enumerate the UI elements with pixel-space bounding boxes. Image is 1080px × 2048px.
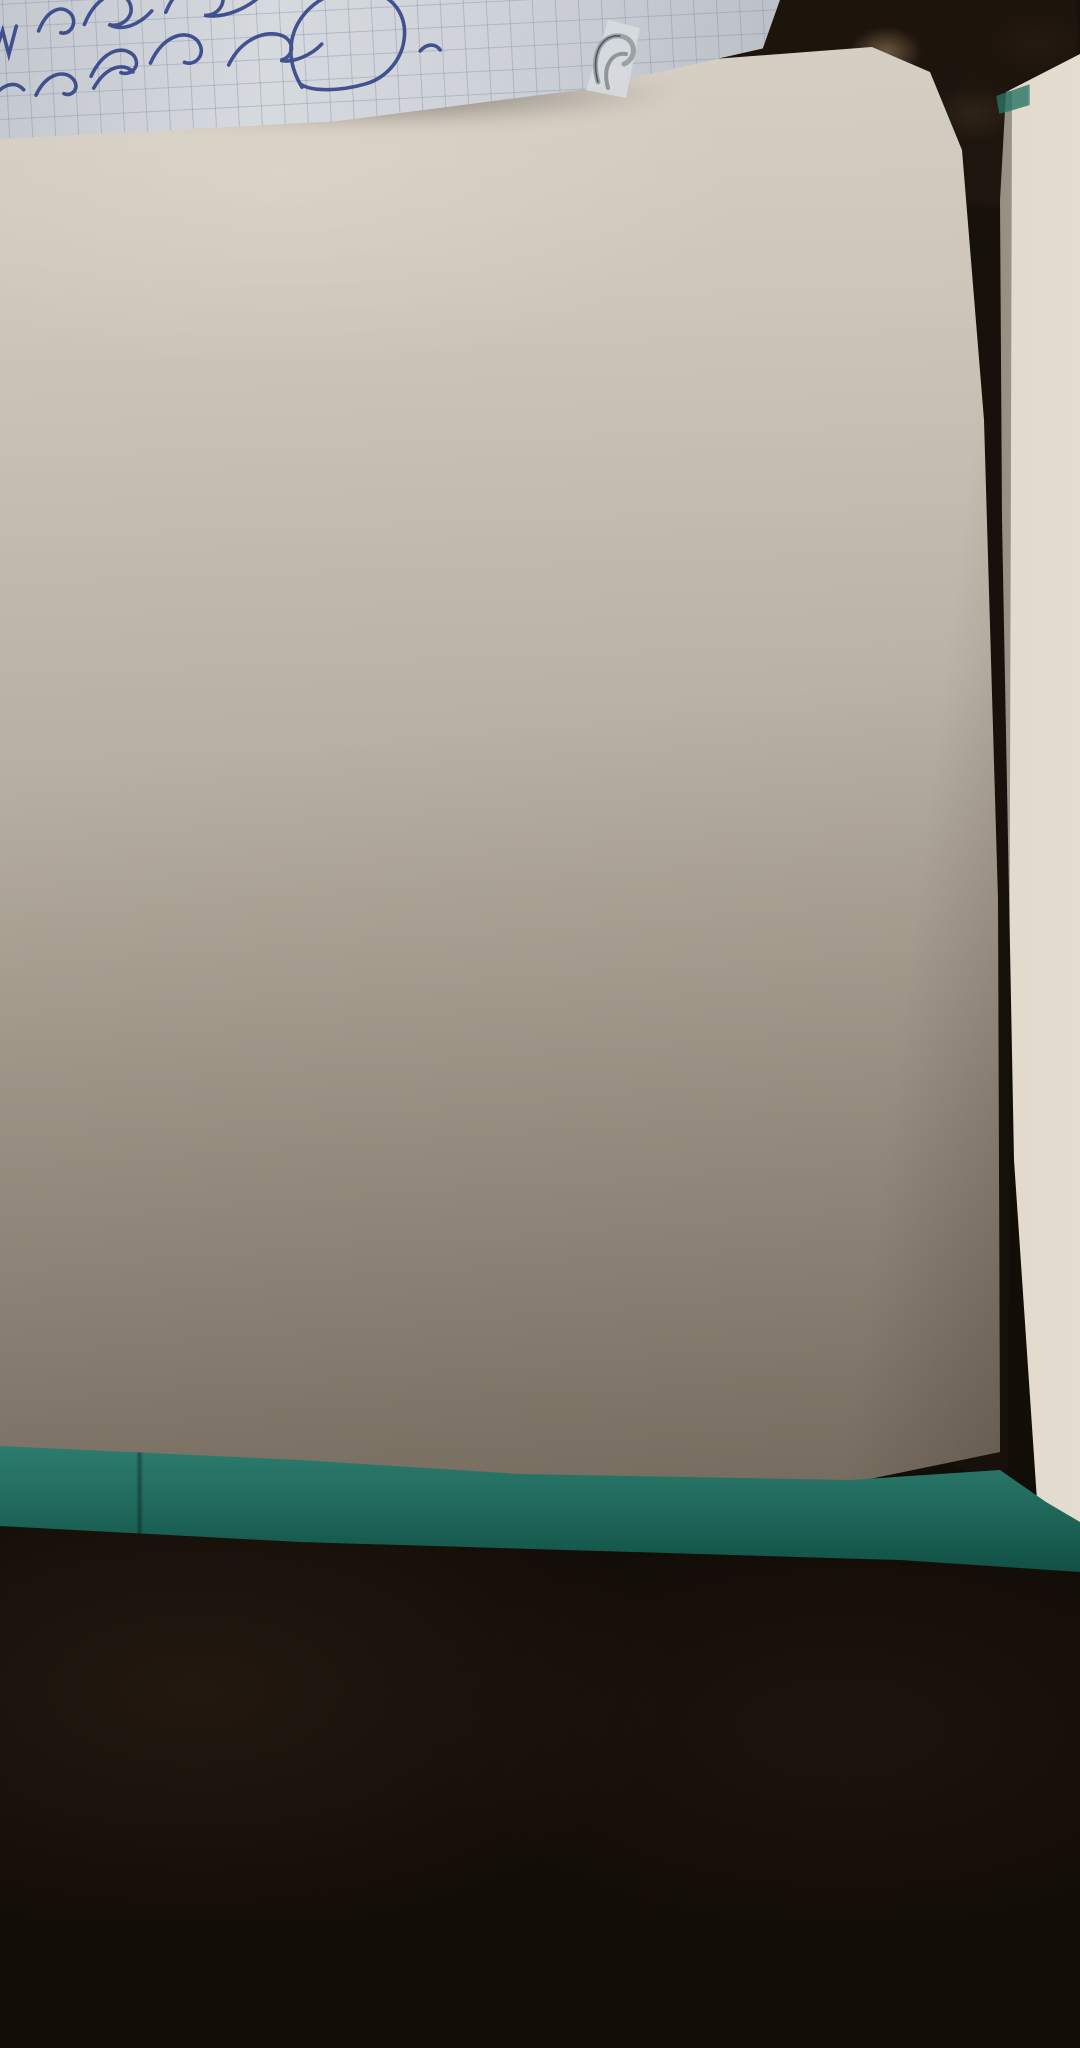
exercise-220 [68,477,999,544]
exercise-220-header [68,477,998,541]
exercise-items-11-16 [94,134,873,176]
exercise-221-header [42,1128,1002,1176]
exercise-221 [42,1128,1002,1179]
metal-clip [566,10,662,106]
exercise-220-number [68,513,69,538]
exercise-220-title [76,513,77,538]
leopard-fabric [0,1736,505,2048]
